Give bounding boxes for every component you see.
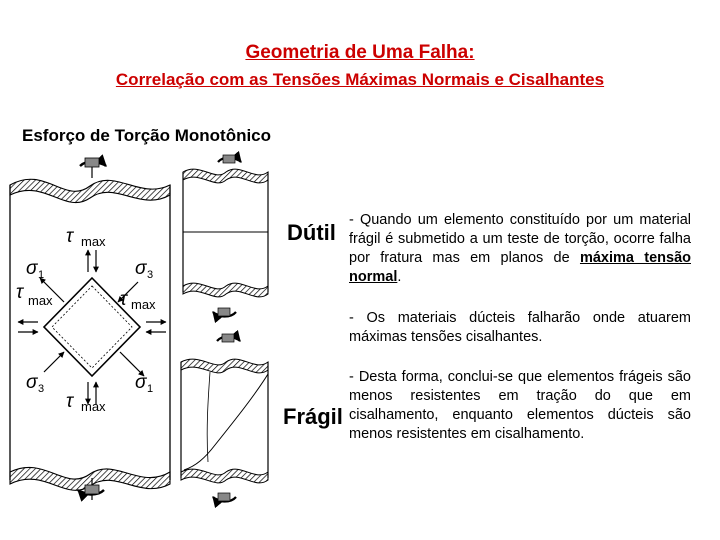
svg-text:1: 1 (147, 383, 154, 395)
label-tau-max-left: τ (16, 282, 24, 303)
svg-text:max: max (81, 234, 106, 249)
label-brittle: Frágil (283, 404, 343, 429)
top-cut-surface (10, 179, 170, 202)
svg-text:3: 3 (38, 383, 45, 395)
label-tau-max-right: τ (120, 289, 128, 310)
paragraph-brittle-failure: - Quando um elemento constituído por um material frágil é submetido a um teste de torção, ocorre falha por fratura mas em planos de máxima tensão normal. (349, 212, 691, 285)
torque-arrow-bottom-ductile (213, 308, 236, 317)
label-ductile: Dútil (287, 220, 336, 245)
label-sigma1-bottom: σ (135, 372, 147, 393)
ductile-specimen (183, 169, 268, 297)
slide-title: Geometria de Uma Falha: (245, 42, 475, 63)
torque-arrow-bottom-brittle (213, 493, 236, 502)
label-sigma1-top: σ (26, 258, 38, 279)
svg-text:1: 1 (38, 269, 45, 281)
svg-text:max: max (81, 399, 106, 414)
svg-text:3: 3 (147, 269, 154, 281)
figure-heading: Esforço de Torção Monotônico (22, 126, 272, 145)
svg-text:max: max (28, 293, 53, 308)
label-sigma3-bottom: σ (26, 372, 38, 393)
label-sigma3-top: σ (135, 258, 147, 279)
paragraph-ductile-failure: - Os materiais dúcteis falharão onde atuarem máximas tensões cisalhantes. (349, 310, 691, 345)
torque-arrow-top-ductile (218, 155, 241, 163)
emphasis-max-normal-stress: máxima tensão normal (349, 250, 691, 285)
svg-text:max: max (131, 297, 156, 312)
slide-subtitle: Correlação com as Tensões Máximas Normais e Cisalhantes (115, 70, 605, 89)
brittle-specimen (181, 359, 268, 483)
torque-arrow-top-brittle (217, 334, 240, 342)
paragraph-conclusion: - Desta forma, conclui-se que elementos frágeis são menos resistentes em tração do que em cisalhamento, enquanto elementos dúcteis são menos resistentes em cisalhamento. (349, 369, 691, 442)
brittle-fracture-line (184, 374, 268, 470)
torque-arrow-top-large (80, 158, 106, 178)
label-tau-max-top: τ (66, 226, 74, 247)
label-tau-max-bottom: τ (66, 391, 74, 412)
